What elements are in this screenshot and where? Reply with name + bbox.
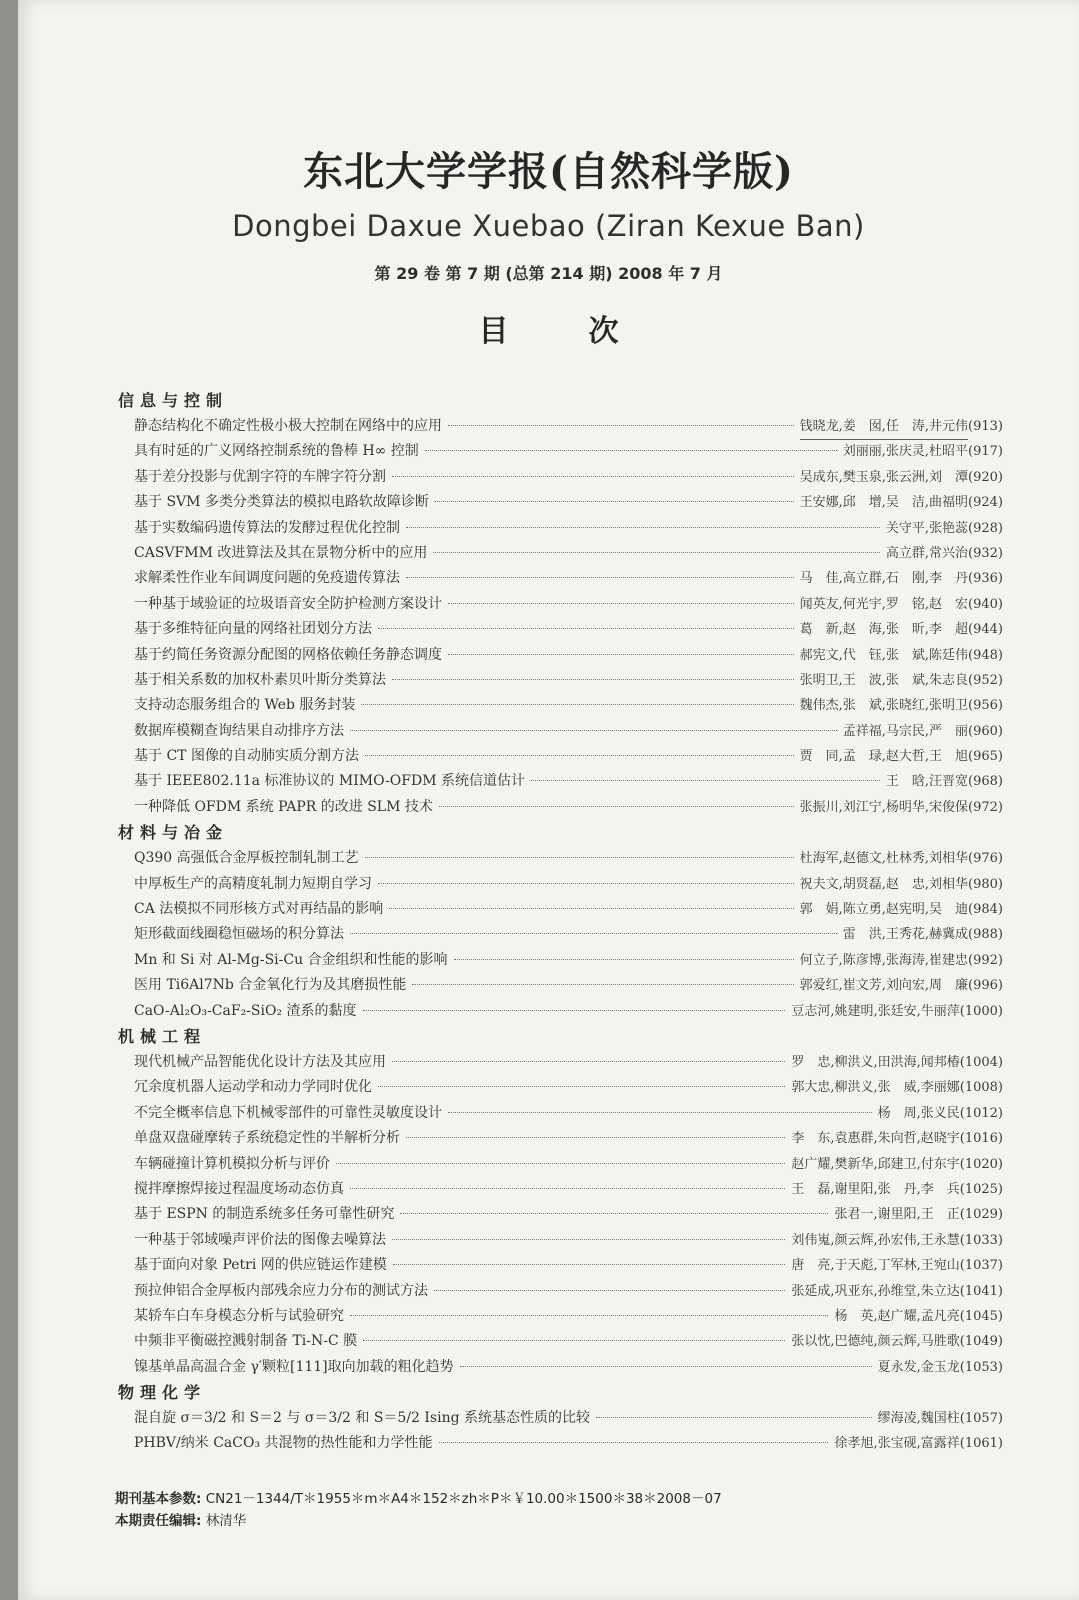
journal-params	[115, 1488, 722, 1510]
dot-leader	[365, 755, 794, 756]
article-authors: 葛 新,赵 海,张 昕,李 超	[799, 622, 969, 638]
article-authors: 刘丽丽,张庆灵,杜昭平	[842, 444, 969, 460]
article-page: 996	[973, 978, 998, 994]
article-title: CA 法模拟不同形核方式对再结晶的影响	[134, 901, 384, 918]
article-title: 基于 IEEE802.11a 标准协议的 MIMO-OFDM 系统信道估计	[134, 773, 525, 790]
article-authors: 雷 洪,王秀花,赫冀成	[842, 927, 969, 943]
article-page: 1045	[964, 1308, 998, 1324]
dot-leader	[460, 1366, 872, 1367]
toc-entry: 某轿车白车身模态分析与试验研究 杨 英,赵广耀,孟凡亮 ( 1045 )	[118, 1304, 1003, 1329]
dot-leader	[393, 1264, 786, 1265]
article-page: 936	[973, 571, 998, 587]
article-title: 某轿车白车身模态分析与试验研究	[134, 1307, 344, 1324]
article-authors: 张明卫,王 波,张 斌,朱志良	[799, 672, 969, 688]
article-authors: 张君一,谢里阳,王 正	[834, 1207, 960, 1223]
toc-entry: 搅拌摩擦焊接过程温度场动态仿真 王 磊,谢里阳,张 丹,李 兵 ( 1025 )	[118, 1177, 1003, 1202]
article-page: 952	[973, 672, 998, 688]
article-authors: 郭大忠,柳洪义,张 威,李丽娜	[791, 1080, 960, 1096]
article-authors: 张延成,巩亚东,孙维堂,朱立达	[791, 1283, 960, 1299]
dot-leader	[378, 883, 794, 884]
article-authors: 贾 同,孟 琭,赵大哲,王 旭	[799, 749, 969, 765]
toc-heading: 目次	[478, 314, 699, 349]
article-page: 920	[973, 469, 998, 485]
dot-leader	[392, 1239, 785, 1240]
toc-entry: Mn 和 Si 对 Al-Mg-Si-Cu 合金组织和性能的影响 何立子,陈彦博,张海涛,崔建忠 ( 992 )	[118, 948, 1003, 973]
article-page: 1053	[964, 1359, 998, 1375]
article-page: 1012	[964, 1105, 998, 1121]
article-authors: 王 磊,谢里阳,张 丹,李 兵	[791, 1181, 960, 1197]
article-title: Mn 和 Si 对 Al-Mg-Si-Cu 合金组织和性能的影响	[134, 951, 448, 968]
dot-leader	[378, 628, 794, 629]
article-page: 992	[973, 952, 998, 968]
article-title: 医用 Ti6Al7Nb 合金氧化行为及其磨损性能	[134, 977, 407, 994]
article-title: 冗余度机器人运动学和动力学同时优化	[134, 1079, 372, 1096]
dot-leader	[350, 1315, 828, 1316]
toc-entry: 一种基于域验证的垃圾语音安全防护检测方案设计 闻英友,何光宇,罗 铭,赵 宏 ( 940 )	[118, 592, 1003, 617]
article-authors: 李 东,袁惠群,朱向哲,赵晓宇	[791, 1131, 960, 1147]
article-title: 现代机械产品智能优化设计方法及其应用	[134, 1053, 386, 1070]
article-page: 917	[973, 444, 998, 460]
toc-entry: 静态结构化不确定性极小极大控制在网络中的应用 钱晓龙,姜 囡,任 涛,井元伟 ( 913 )	[118, 414, 1003, 439]
article-authors: 王 晗,汪晋宽	[885, 774, 969, 790]
dot-leader	[389, 908, 793, 909]
issue-info: 第 29 卷 第 7 期 (总第 214 期) 2008 年 7 月	[374, 264, 723, 283]
section-heading: 物理化学	[118, 1383, 207, 1403]
article-page: 1008	[964, 1080, 998, 1096]
toc-entry: 基于相关系数的加权朴素贝叶斯分类算法 张明卫,王 波,张 斌,朱志良 ( 952 )	[118, 668, 1003, 693]
article-title: 基于差分投影与优割字符的车牌字符分割	[134, 468, 386, 485]
article-page: 976	[973, 851, 998, 867]
article-page: 984	[973, 902, 998, 918]
article-title: 基于实数编码遗传算法的发酵过程优化控制	[134, 519, 400, 536]
article-page: 1025	[964, 1181, 998, 1197]
article-title: PHBV/纳米 CaCO₃ 共混物的热性能和力学性能	[134, 1435, 433, 1452]
article-title: 基于面向对象 Petri 网的供应链运作建模	[134, 1257, 387, 1274]
article-authors: 杨 周,张义民	[877, 1105, 960, 1121]
toc-entry: 具有时延的广义网络控制系统的鲁棒 H∞ 控制 刘丽丽,张庆灵,杜昭平 ( 917 )	[118, 439, 1003, 464]
dot-leader	[448, 1112, 872, 1113]
article-authors: 闻英友,何光宇,罗 铭,赵 宏	[799, 596, 969, 612]
article-page: 1041	[964, 1283, 998, 1299]
toc-entry: 冗余度机器人运动学和动力学同时优化 郭大忠,柳洪义,张 威,李丽娜 ( 1008 )	[118, 1075, 1003, 1100]
article-authors: 豆志河,姚建明,张廷安,牛丽萍	[791, 1003, 960, 1019]
journal-params-value: CN21－1344/T＊1955＊m＊A4＊152＊zh＊P＊￥10.00＊1500＊38＊2008－07	[205, 1491, 722, 1507]
toc-entry: 单盘双盘碰摩转子系统稳定性的半解析分析 李 东,袁惠群,朱向哲,赵晓宇 ( 1016 )	[118, 1126, 1003, 1151]
article-title: 不完全概率信息下机械零部件的可靠性灵敏度设计	[134, 1104, 442, 1121]
section-heading: 机械工程	[118, 1026, 207, 1046]
article-title: 单盘双盘碰摩转子系统稳定性的半解析分析	[134, 1130, 400, 1147]
article-title: 基于约简任务资源分配图的网格依赖任务静态调度	[134, 646, 442, 663]
article-page: 1029	[964, 1207, 998, 1223]
toc-entry: 支持动态服务组合的 Web 服务封装 魏伟杰,张 斌,张晓红,张明卫 ( 956 )	[118, 693, 1003, 718]
toc-entry: 一种降低 OFDM 系统 PAPR 的改进 SLM 技术 张振川,刘江宁,杨明华,宋俊保 ( 972 )	[118, 795, 1003, 820]
dot-leader	[435, 501, 794, 502]
toc-entry: 预拉伸铝合金厚板内部残余应力分布的测试方法 张延成,巩亚东,孙维堂,朱立达 ( 1041 )	[118, 1279, 1003, 1304]
section-heading: 材料与冶金	[118, 823, 229, 843]
dot-leader	[406, 1137, 785, 1138]
toc-entry: 基于 SVM 多类分类算法的模拟电路软故障诊断 王安娜,邱 增,吴 洁,曲福明 ( 924 )	[118, 490, 1003, 515]
article-page: 1033	[964, 1232, 998, 1248]
toc-entry: 基于 IEEE802.11a 标准协议的 MIMO-OFDM 系统信道估计 王 晗,汪晋宽 ( 968 )	[118, 769, 1003, 794]
article-authors: 祝夫文,胡贤磊,赵 忠,刘相华	[799, 876, 969, 892]
toc-entry: 矩形截面线圈稳恒磁场的积分算法 雷 洪,王秀花,赫冀成 ( 988 )	[118, 922, 1003, 947]
article-page: 913	[973, 419, 998, 434]
article-page: 948	[973, 647, 998, 663]
toc-entry: 现代机械产品智能优化设计方法及其应用 罗 忠,柳洪义,田洪海,闻邦椿 ( 1004 )	[118, 1050, 1003, 1075]
article-page: 932	[973, 545, 998, 561]
article-title: 矩形截面线圈稳恒磁场的积分算法	[134, 926, 344, 943]
issue-editor-label: 本期责任编辑:	[115, 1513, 202, 1529]
article-title: Q390 高强低合金厚板控制轧制工艺	[134, 850, 359, 867]
article-title: 搅拌摩擦焊接过程温度场动态仿真	[134, 1180, 344, 1197]
article-authors: 马 佳,高立群,石 刚,李 丹	[799, 571, 969, 587]
section-heading: 信息与控制	[118, 391, 229, 410]
toc-entry: CASVFMM 改进算法及其在景物分析中的应用 高立群,常兴治 ( 932 )	[118, 541, 1003, 566]
dot-leader	[392, 1061, 785, 1062]
article-authors: 吴成东,樊玉泉,张云洲,刘 潭	[799, 469, 969, 485]
toc-entry: 医用 Ti6Al7Nb 合金氧化行为及其磨损性能 郭爱红,崔文芳,刘向宏,周 廉 ( 996 )	[118, 973, 1003, 998]
dot-leader	[448, 425, 794, 426]
article-authors: 何立子,陈彦博,张海涛,崔建忠	[799, 952, 969, 968]
article-page: 944	[973, 622, 998, 638]
dot-leader	[439, 1442, 829, 1443]
article-title: 预拉伸铝合金厚板内部残余应力分布的测试方法	[134, 1282, 428, 1299]
dot-leader	[392, 679, 794, 680]
article-page: 1004	[964, 1054, 998, 1070]
article-title: 车辆碰撞计算机模拟分析与评价	[134, 1155, 330, 1172]
article-title: 镍基单晶高温合金 γ′颗粒[111]取向加载的粗化趋势	[134, 1358, 454, 1375]
article-title: 中厚板生产的高精度轧制力短期自学习	[134, 875, 372, 892]
dot-leader	[350, 1188, 785, 1189]
dot-leader	[365, 857, 794, 858]
article-authors: 魏伟杰,张 斌,张晓红,张明卫	[799, 698, 969, 714]
article-title: 支持动态服务组合的 Web 服务封装	[134, 697, 356, 714]
article-authors: 徐孝旭,张宝砚,富露祥	[834, 1436, 960, 1452]
article-authors: 夏永发,金玉龙	[877, 1359, 960, 1375]
article-authors: 郭爱红,崔文芳,刘向宏,周 廉	[799, 978, 969, 994]
article-page: 1057	[964, 1411, 998, 1427]
article-page: 972	[973, 799, 998, 815]
article-title: 混自旋 σ＝3/2 和 S＝2 与 σ＝3/2 和 S＝5/2 Ising 系统基态性质的比较	[134, 1410, 591, 1427]
toc-entry: 镍基单晶高温合金 γ′颗粒[111]取向加载的粗化趋势 夏永发,金玉龙 ( 1053 )	[118, 1355, 1003, 1380]
dot-leader	[596, 1417, 872, 1418]
article-title: 一种基于域验证的垃圾语音安全防护检测方案设计	[134, 595, 442, 612]
toc-entry: Q390 高强低合金厚板控制轧制工艺 杜海军,赵德文,杜林秀,刘相华 ( 976 )	[118, 846, 1003, 871]
toc-entry: PHBV/纳米 CaCO₃ 共混物的热性能和力学性能 徐孝旭,张宝砚,富露祥 ( 1061 )	[118, 1431, 1003, 1456]
dot-leader	[434, 1290, 785, 1291]
article-authors: 杨 英,赵广耀,孟凡亮	[834, 1308, 960, 1324]
article-title: 数据库模糊查询结果自动排序方法	[134, 722, 344, 739]
article-page: 1020	[964, 1156, 998, 1172]
article-authors: 郭 娟,陈立勇,赵宪明,吴 迪	[799, 902, 969, 918]
dot-leader	[425, 450, 837, 451]
article-page: 940	[973, 596, 998, 612]
article-page: 1037	[964, 1258, 998, 1274]
article-title: 基于 ESPN 的制造系统多任务可靠性研究	[134, 1206, 395, 1223]
dot-leader	[363, 1340, 785, 1341]
dot-leader	[439, 806, 794, 807]
article-authors: 郝宪文,代 钰,张 斌,陈廷伟	[799, 647, 969, 663]
issue-editor-value: 林清华	[205, 1513, 247, 1529]
article-authors: 王安娜,邱 增,吴 洁,曲福明	[799, 495, 969, 511]
dot-leader	[448, 654, 794, 655]
article-title: 具有时延的广义网络控制系统的鲁棒 H∞ 控制	[134, 443, 419, 460]
article-title: 中频非平衡磁控溅射制备 Ti-N-C 膜	[134, 1333, 358, 1350]
article-page: 980	[973, 876, 998, 892]
article-authors: 罗 忠,柳洪义,田洪海,闻邦椿	[791, 1054, 960, 1070]
dot-leader	[531, 780, 880, 781]
article-page: 1000	[964, 1003, 998, 1019]
article-title: CaO-Al₂O₃-CaF₂-SiO₂ 渣系的黏度	[134, 1002, 357, 1019]
journal-title-en: Dongbei Daxue Xuebao (Ziran Kexue Ban)	[232, 209, 865, 243]
dot-leader	[363, 1010, 786, 1011]
footer	[115, 1488, 722, 1532]
article-authors: 高立群,常兴治	[885, 545, 969, 561]
toc-entry: CA 法模拟不同形核方式对再结晶的影响 郭 娟,陈立勇,赵宪明,吴 迪 ( 984 )	[118, 897, 1003, 922]
journal-params-label: 期刊基本参数:	[115, 1491, 202, 1507]
article-authors: 杜海军,赵德文,杜林秀,刘相华	[799, 851, 969, 867]
article-page: 1061	[964, 1436, 998, 1452]
dot-leader	[336, 1163, 785, 1164]
dot-leader	[406, 527, 880, 528]
article-authors: 张以忱,巴德纯,颜云辉,马胜歌	[791, 1334, 960, 1350]
article-authors: 钱晓龙,姜 囡,任 涛,井元伟	[800, 414, 968, 440]
article-authors: 刘伟嵬,颜云辉,孙宏伟,王永慧	[791, 1232, 960, 1248]
article-title: CASVFMM 改进算法及其在景物分析中的应用	[134, 544, 428, 561]
article-page: 1049	[964, 1334, 998, 1350]
toc-entry: 基于约简任务资源分配图的网格依赖任务静态调度 郝宪文,代 钰,张 斌,陈廷伟 ( 948 )	[118, 643, 1003, 668]
article-title: 基于 CT 图像的自动肺实质分割方法	[134, 748, 359, 765]
masthead	[18, 140, 1079, 350]
article-page: 1016	[964, 1131, 998, 1147]
article-authors: 张振川,刘江宁,杨明华,宋俊保	[799, 799, 969, 815]
article-title: 静态结构化不确定性极小极大控制在网络中的应用	[134, 418, 442, 434]
dot-leader	[350, 933, 837, 934]
article-authors: 缪海凌,魏国柱	[877, 1411, 960, 1427]
dot-leader	[454, 959, 794, 960]
dot-leader	[361, 704, 793, 705]
article-title: 一种基于邻域噪声评价法的图像去噪算法	[134, 1231, 386, 1248]
toc-entry: 基于面向对象 Petri 网的供应链运作建模 唐 亮,于天彪,丁军林,王宛山 ( 1037 )	[118, 1253, 1003, 1278]
dot-leader	[433, 552, 880, 553]
article-page: 956	[973, 698, 998, 714]
toc-entry: 基于差分投影与优割字符的车牌字符分割 吴成东,樊玉泉,张云洲,刘 潭 ( 920 )	[118, 465, 1003, 490]
article-page: 965	[973, 749, 998, 765]
toc-entry: CaO-Al₂O₃-CaF₂-SiO₂ 渣系的黏度 豆志河,姚建明,张廷安,牛丽萍 ( 1000 )	[118, 999, 1003, 1024]
article-authors: 唐 亮,于天彪,丁军林,王宛山	[791, 1258, 960, 1274]
toc-entry: 基于 ESPN 的制造系统多任务可靠性研究 张君一,谢里阳,王 正 ( 1029 )	[118, 1202, 1003, 1227]
article-page: 924	[973, 495, 998, 511]
dot-leader	[350, 730, 837, 731]
toc-entry: 混自旋 σ＝3/2 和 S＝2 与 σ＝3/2 和 S＝5/2 Ising 系统基态性质的比较 缪海凌,魏国柱 ( 1057 )	[118, 1406, 1003, 1431]
toc-entry: 车辆碰撞计算机模拟分析与评价 赵广耀,樊新华,邱建卫,付东宇 ( 1020 )	[118, 1152, 1003, 1177]
toc-entry: 求解柔性作业车间调度问题的免疫遗传算法 马 佳,高立群,石 刚,李 丹 ( 936 )	[118, 566, 1003, 591]
toc-entry: 中厚板生产的高精度轧制力短期自学习 祝夫文,胡贤磊,赵 忠,刘相华 ( 980 )	[118, 872, 1003, 897]
toc-entry: 中频非平衡磁控溅射制备 Ti-N-C 膜 张以忱,巴德纯,颜云辉,马胜歌 ( 1049 )	[118, 1329, 1003, 1354]
article-title: 基于多维特征向量的网络社团划分方法	[134, 621, 372, 638]
toc-entry: 基于 CT 图像的自动肺实质分割方法 贾 同,孟 琭,赵大哲,王 旭 ( 965 )	[118, 744, 1003, 769]
article-title: 求解柔性作业车间调度问题的免疫遗传算法	[134, 570, 400, 587]
article-authors: 赵广耀,樊新华,邱建卫,付东宇	[791, 1156, 960, 1172]
article-authors: 孟祥福,马宗民,严 丽	[842, 723, 969, 739]
article-page: 960	[973, 723, 998, 739]
article-title: 一种降低 OFDM 系统 PAPR 的改进 SLM 技术	[134, 798, 433, 815]
document-page	[18, 0, 1079, 1600]
toc-entry: 不完全概率信息下机械零部件的可靠性灵敏度设计 杨 周,张义民 ( 1012 )	[118, 1101, 1003, 1126]
table-of-contents	[118, 388, 1003, 1457]
article-authors: 关守平,张艳蕊	[885, 520, 969, 536]
toc-entry: 基于实数编码遗传算法的发酵过程优化控制 关守平,张艳蕊 ( 928 )	[118, 516, 1003, 541]
article-title: 基于相关系数的加权朴素贝叶斯分类算法	[134, 671, 386, 688]
article-page: 928	[973, 520, 998, 536]
dot-leader	[400, 1213, 828, 1214]
dot-leader	[448, 603, 794, 604]
toc-entry: 一种基于邻域噪声评价法的图像去噪算法 刘伟嵬,颜云辉,孙宏伟,王永慧 ( 1033 )	[118, 1228, 1003, 1253]
article-title: 基于 SVM 多类分类算法的模拟电路软故障诊断	[134, 494, 429, 511]
issue-editor	[115, 1510, 722, 1532]
journal-title-cn: 东北大学学报(自然科学版)	[303, 148, 794, 195]
toc-entry: 基于多维特征向量的网络社团划分方法 葛 新,赵 海,张 昕,李 超 ( 944 )	[118, 617, 1003, 642]
article-page: 988	[973, 927, 998, 943]
article-page: 968	[973, 774, 998, 790]
dot-leader	[392, 476, 794, 477]
dot-leader	[378, 1086, 785, 1087]
dot-leader	[412, 984, 793, 985]
dot-leader	[406, 577, 794, 578]
toc-entry: 数据库模糊查询结果自动排序方法 孟祥福,马宗民,严 丽 ( 960 )	[118, 719, 1003, 744]
